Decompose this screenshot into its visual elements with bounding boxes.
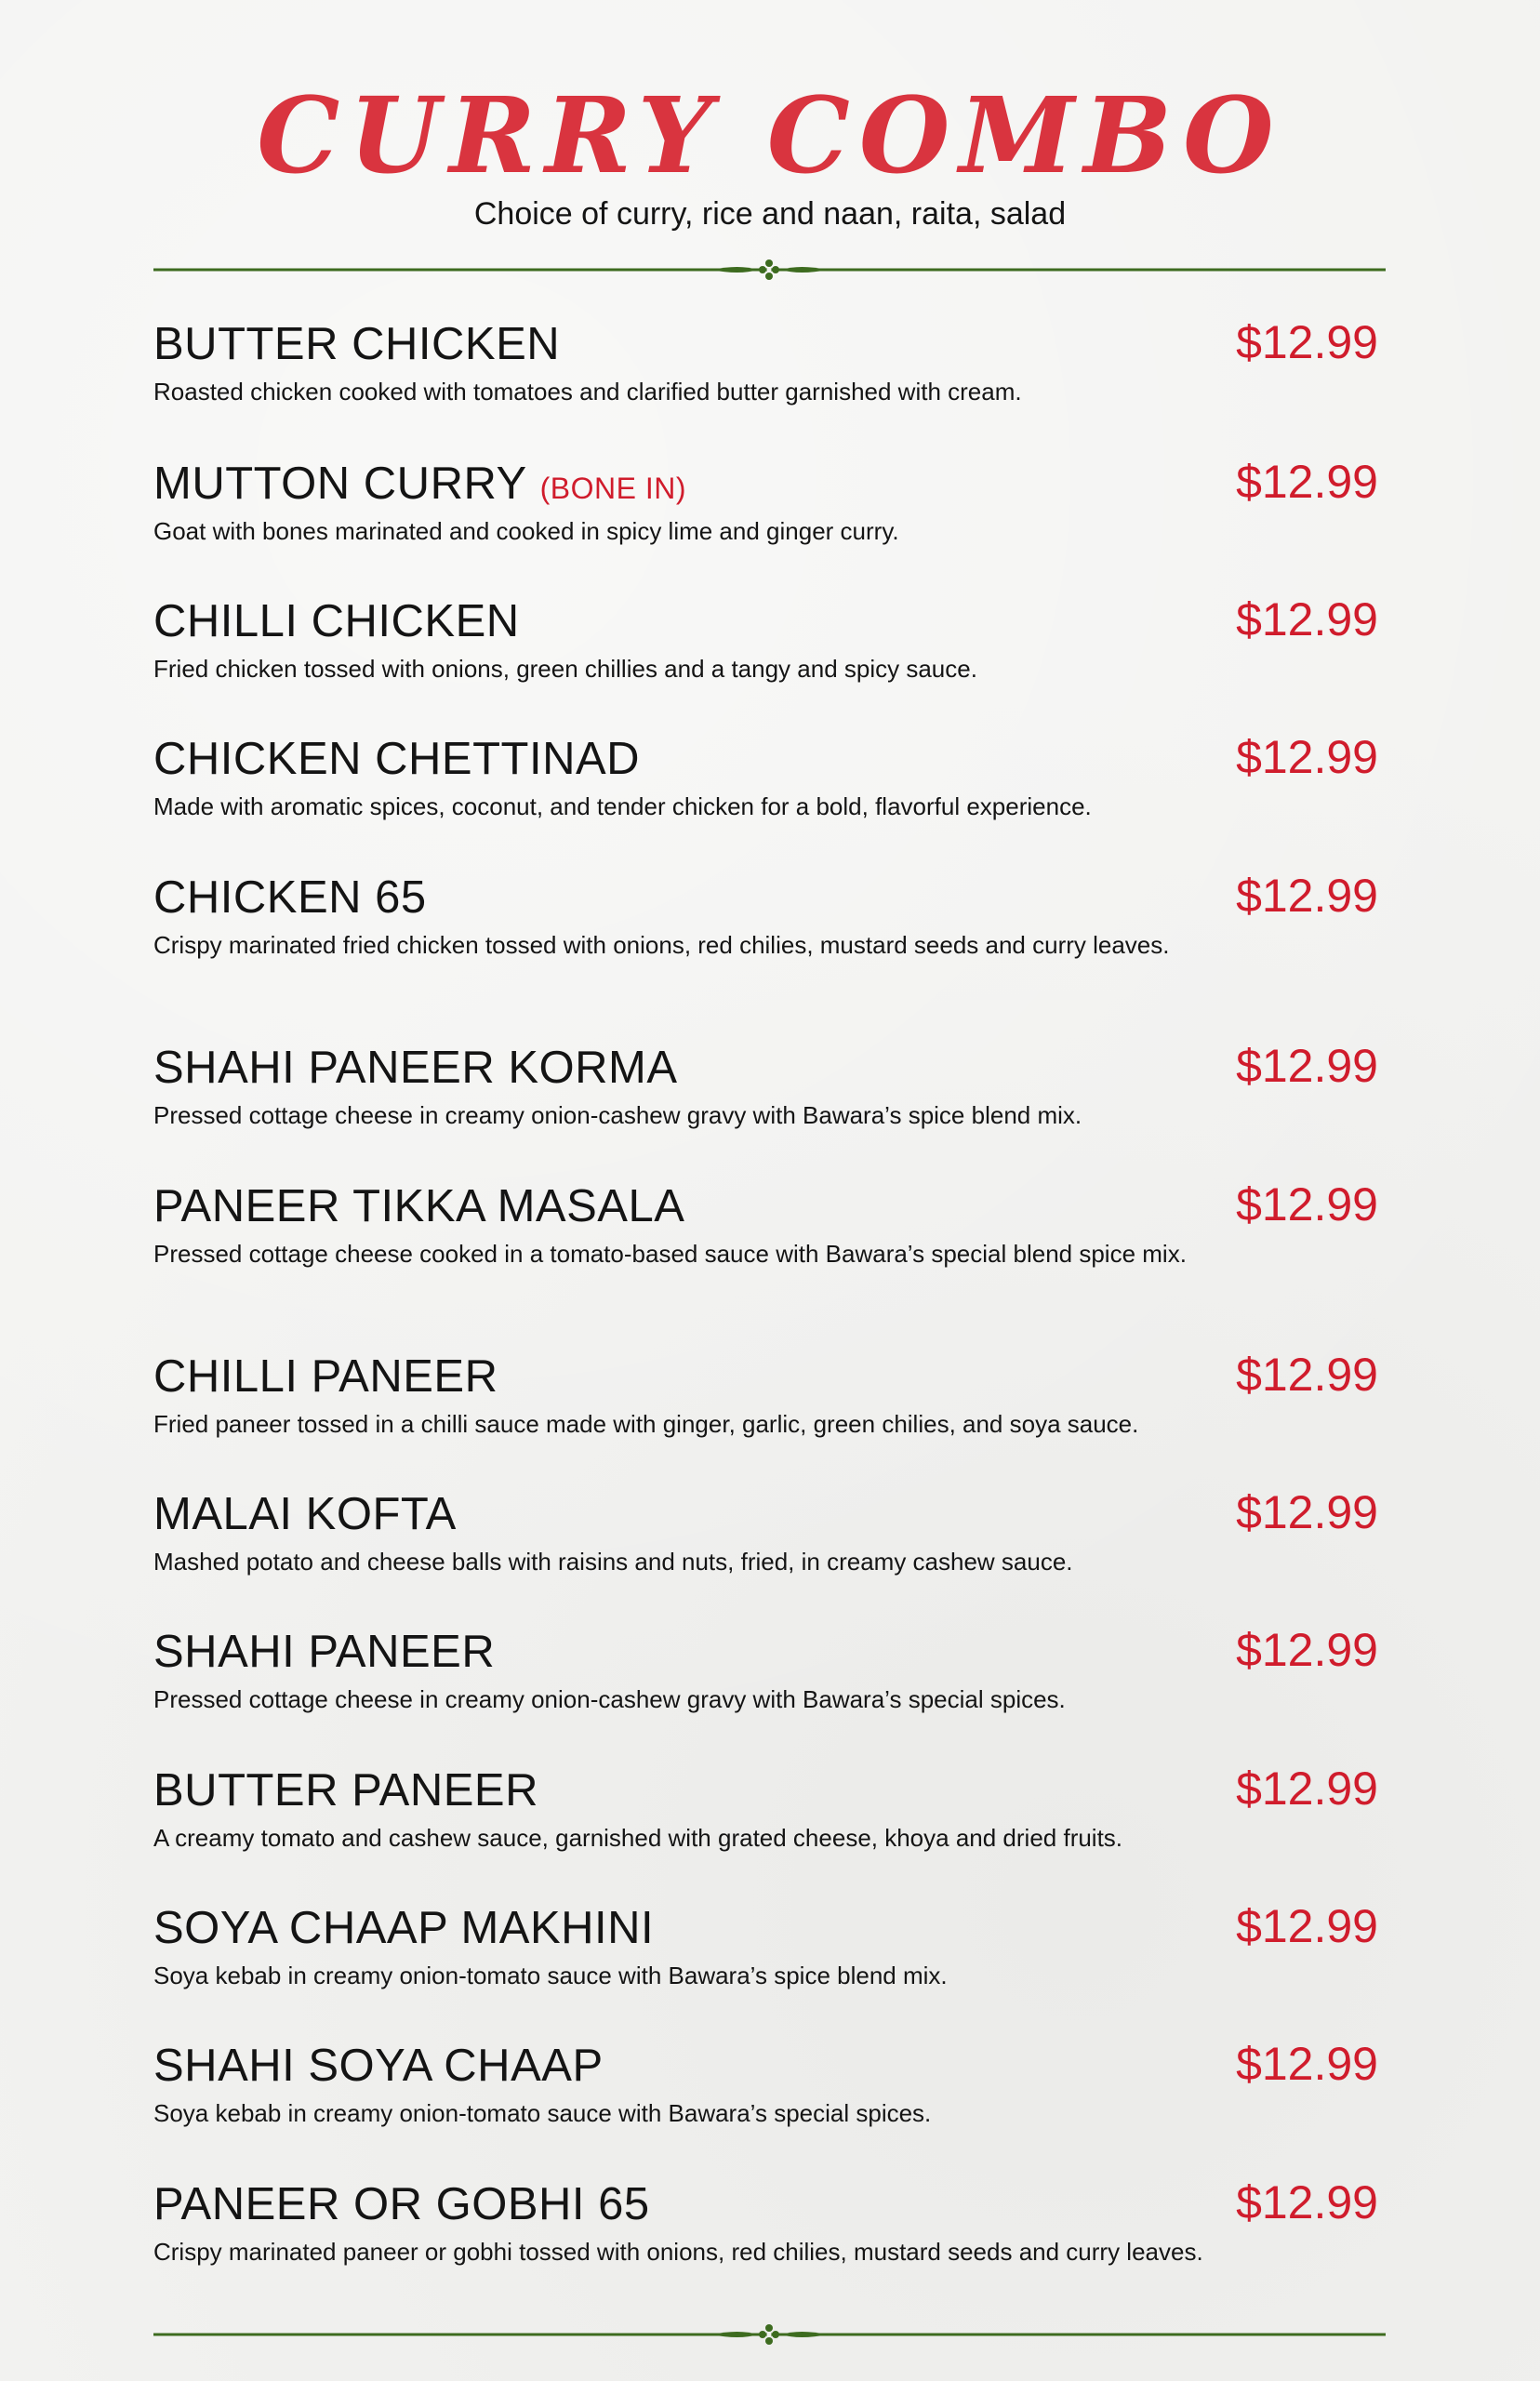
item-price: $12.99 — [1236, 2038, 1378, 2090]
page-title: CURRY COMBO — [257, 75, 1283, 197]
item-description: A creamy tomato and cashew sauce, garnished with grated cheese, khoya and dried fruits. — [153, 1824, 1123, 1852]
item-name — [153, 316, 560, 372]
item-description: Soya kebab in creamy onion-tomato sauce with Bawara’s spice blend mix. — [153, 1962, 948, 1989]
item-description: Soya kebab in creamy onion-tomato sauce with Bawara’s special spices. — [153, 2099, 932, 2127]
item-description: Pressed cottage cheese in creamy onion-cashew gravy with Bawara’s special spices. — [153, 1685, 1066, 1713]
item-name — [153, 1178, 684, 1234]
item-note: (BONE IN) — [539, 472, 687, 505]
item-name-text: SHAHI PANEER — [153, 1627, 496, 1677]
item-name-text: PANEER TIKKA MASALA — [153, 1181, 685, 1231]
item-name-text: CHICKEN 65 — [153, 872, 427, 923]
item-name-text: BUTTER PANEER — [153, 1765, 538, 1816]
item-name-text: SOYA CHAAP MAKHINI — [153, 1903, 655, 1953]
item-description: Mashed potato and cheese balls with raisins and nuts, fried, in creamy cashew sauce. — [153, 1548, 1073, 1576]
page-subtitle: Choice of curry, rice and naan, raita, salad — [473, 196, 1067, 232]
item-price: $12.99 — [1236, 731, 1378, 783]
item-name — [153, 1762, 538, 1818]
item-price: $12.99 — [1236, 316, 1378, 368]
item-name — [153, 1349, 498, 1404]
ornament-divider-top — [153, 259, 1386, 281]
item-description: Made with aromatic spices, coconut, and tender chicken for a bold, flavorful experience. — [153, 792, 1092, 820]
item-description: Roasted chicken cooked with tomatoes and clarified butter garnished with cream. — [153, 378, 1022, 406]
item-name — [153, 1624, 495, 1680]
item-price: $12.99 — [1236, 1624, 1378, 1676]
item-name-text: BUTTER CHICKEN — [153, 319, 561, 369]
item-name — [153, 2176, 650, 2232]
item-description: Crispy marinated fried chicken tossed with onions, red chilies, mustard seeds and curry leaves. — [153, 931, 1170, 959]
item-name-text: MUTTON CURRY — [153, 459, 527, 509]
item-name — [153, 1900, 654, 1956]
item-price: $12.99 — [1236, 2176, 1378, 2228]
item-price: $12.99 — [1236, 1762, 1378, 1815]
item-price: $12.99 — [1236, 1349, 1378, 1401]
item-name — [153, 1040, 678, 1096]
item-name-text: MALAI KOFTA — [153, 1489, 457, 1539]
item-description: Pressed cottage cheese in creamy onion-cashew gravy with Bawara’s spice blend mix. — [153, 1101, 1082, 1129]
item-name — [153, 870, 427, 925]
item-price: $12.99 — [1236, 456, 1378, 508]
item-name — [153, 1486, 457, 1542]
item-name-text: PANEER OR GOBHI 65 — [153, 2179, 650, 2229]
item-price: $12.99 — [1236, 1486, 1378, 1538]
item-description: Fried chicken tossed with onions, green chillies and a tangy and spicy sauce. — [153, 655, 977, 683]
item-name — [153, 731, 640, 787]
item-description: Goat with bones marinated and cooked in spicy lime and ginger curry. — [153, 517, 899, 545]
item-name — [153, 456, 686, 516]
item-name — [153, 593, 520, 649]
item-description: Pressed cottage cheese cooked in a tomato-based sauce with Bawara’s special blend spice mix. — [153, 1240, 1187, 1268]
item-name — [153, 2038, 604, 2094]
item-name-text: CHILLI CHICKEN — [153, 596, 520, 646]
item-price: $12.99 — [1236, 593, 1378, 645]
item-name-text: CHICKEN CHETTINAD — [153, 734, 641, 784]
item-price: $12.99 — [1236, 1900, 1378, 1952]
item-price: $12.99 — [1236, 1178, 1378, 1230]
item-name-text: SHAHI SOYA CHAAP — [153, 2041, 604, 2091]
item-name-text: SHAHI PANEER KORMA — [153, 1043, 678, 1093]
item-description: Fried paneer tossed in a chilli sauce made with ginger, garlic, green chilies, and soya sauce. — [153, 1410, 1139, 1438]
item-name-text: CHILLI PANEER — [153, 1351, 498, 1402]
ornament-divider-bottom — [153, 2323, 1386, 2346]
item-price: $12.99 — [1236, 870, 1378, 922]
item-price: $12.99 — [1236, 1040, 1378, 1092]
item-description: Crispy marinated paneer or gobhi tossed with onions, red chilies, mustard seeds and curry leaves. — [153, 2238, 1203, 2266]
